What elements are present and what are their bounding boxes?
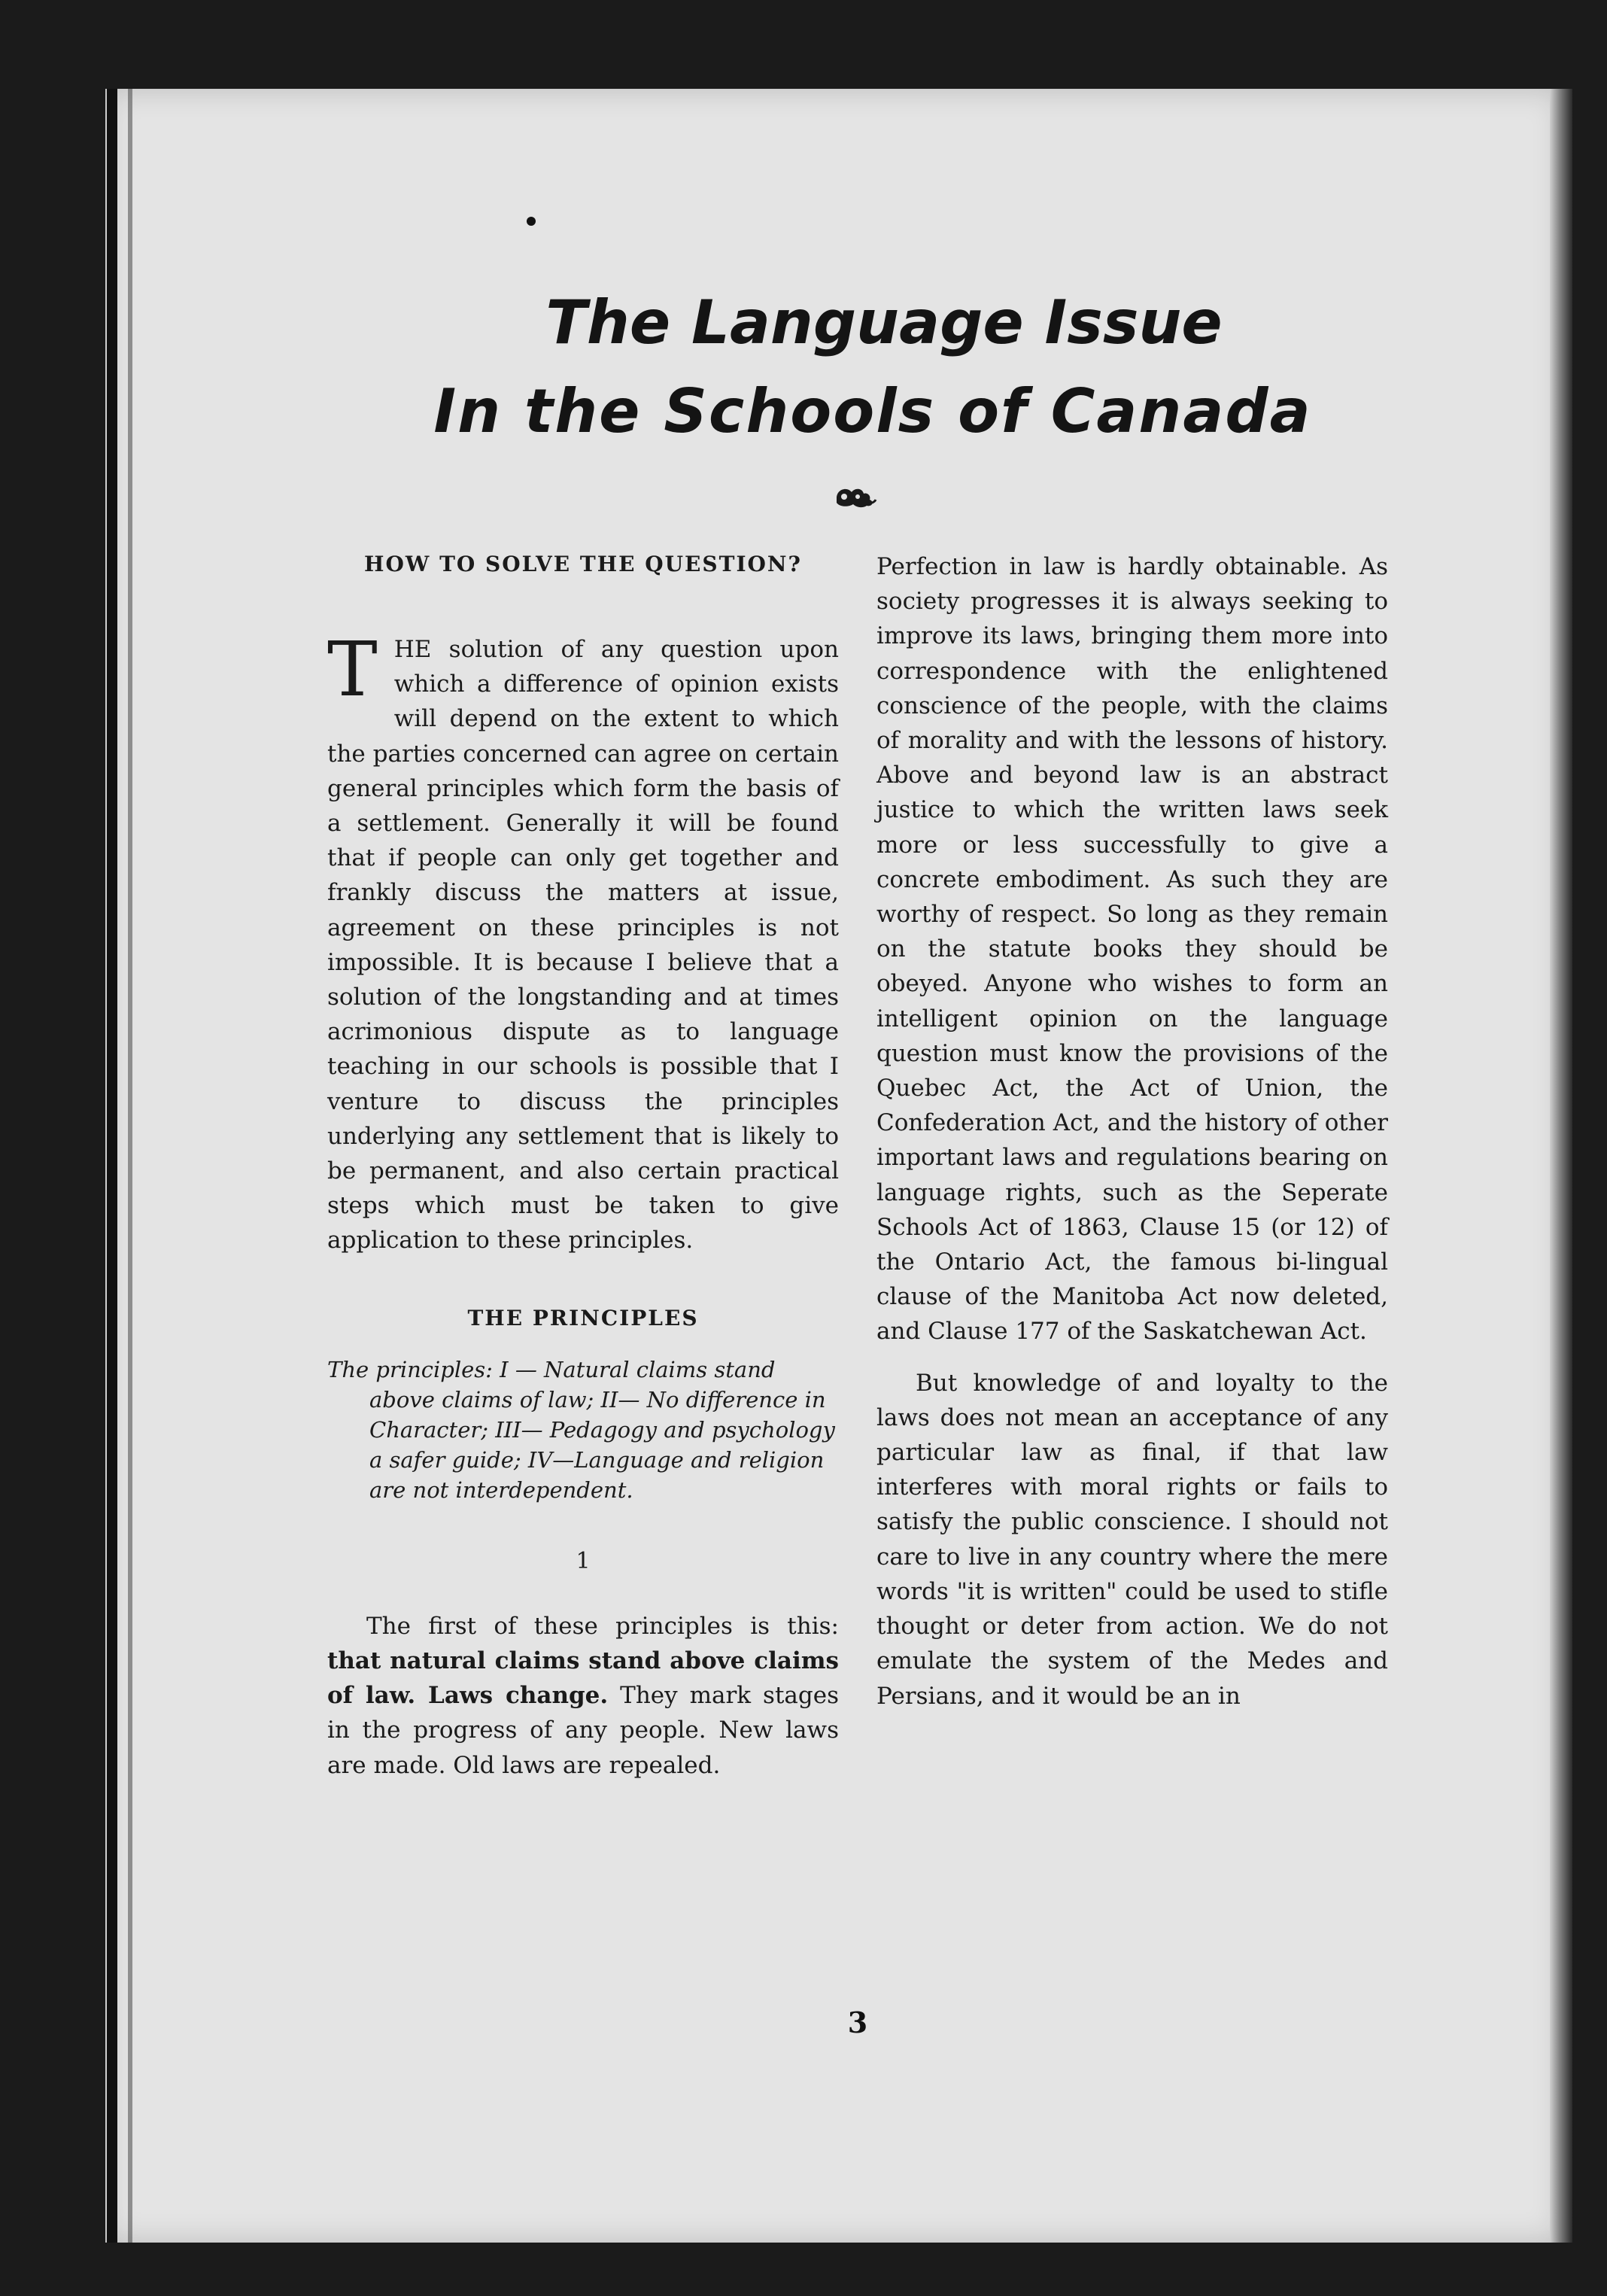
title-line-1: The Language Issue [545,287,1223,357]
section-heading-how-to-solve: HOW TO SOLVE THE QUESTION? [364,552,802,576]
first-principle-paragraph [327,1609,839,1783]
opening-paragraph [327,625,839,1258]
page-title [421,278,1324,456]
left-column [327,549,839,1783]
opening-paragraph-text: HE solution of any question upon which a difference of opinion exists will depend on the extent to which the parties concerned can agree on certain general principles which form the basis of a settlement. Generally it will be found that if people can only get together and frankly discuss the matters at issue, agreement on these principles is not impossible. It is because I believe that a solution of the longstanding and at times acrimonious dispute as to language teaching in our schools is possible that I venture to discuss the principles underlying any settlement that is likely to be permanent, and also certain practical steps which must be taken to give application to these principles. [327,636,839,1254]
binding-spine [107,89,117,2243]
drop-cap: T [327,625,378,713]
title-line-2: In the Schools of Canada [433,376,1312,446]
right-column [876,549,1388,1714]
first-principle-bold: that natural claims stand above claims of law. Laws change. [327,1647,839,1710]
loyalty-paragraph: But knowledge of and loyalty to the laws does not mean an acceptance of any particular law as final, if that law interferes with moral rights or fails to satisfy the public conscience. I should not care to live in any country where the mere words "it is written" could be used to stifle thought or deter from action. We do not emulate the system of the Medes and Persians, and it would be an in [876,1369,1388,1710]
first-principle-end: They mark stages in the progress of any people. New laws are made. Old laws are repealed. [327,1682,839,1779]
section-heading-principles: THE PRINCIPLES [467,1305,699,1330]
law-paragraph: Perfection in law is hardly obtainable. As society progresses it is always seeking to improve its laws, bringing them more into correspondence with the enlightened conscience of the people, with the claims of morality and with the lessons of history. Above and beyond law is an abstract justice to which the written laws seek more or less successfully to give a concrete embodiment. As such they are worthy of respect. So long as they remain on the statute books they should be obeyed. Anyone who wishes to form an intelligent opinion on the language question must know the provisions of the Quebec Act, the Act of Union, the Confederation Act, and the history of other important laws and regulations bearing on language rights, such as the Seperate Schools Act of 1863, Clause 15 (or 12) of the Ontario Act, the famous bi-lingual clause of the Manitoba Act now deleted, and Clause 177 of the Saskatchewan Act. [876,553,1388,1346]
ink-dot [527,217,536,226]
first-principle-start: The first of these principles is this: [366,1612,839,1640]
section-number: 1 [576,1547,591,1574]
fleuron-ornament-icon [829,482,877,512]
principles-summary: The principles: I — Natural claims stand above claims of law; II— No difference in Character; III— Pedagogy and psychology a safer guide; IV—Language and religion are not interdependent. [327,1356,835,1503]
page-number: 3 [847,2006,868,2039]
page-edge [1550,89,1572,2243]
binding-shadow [128,89,132,2243]
